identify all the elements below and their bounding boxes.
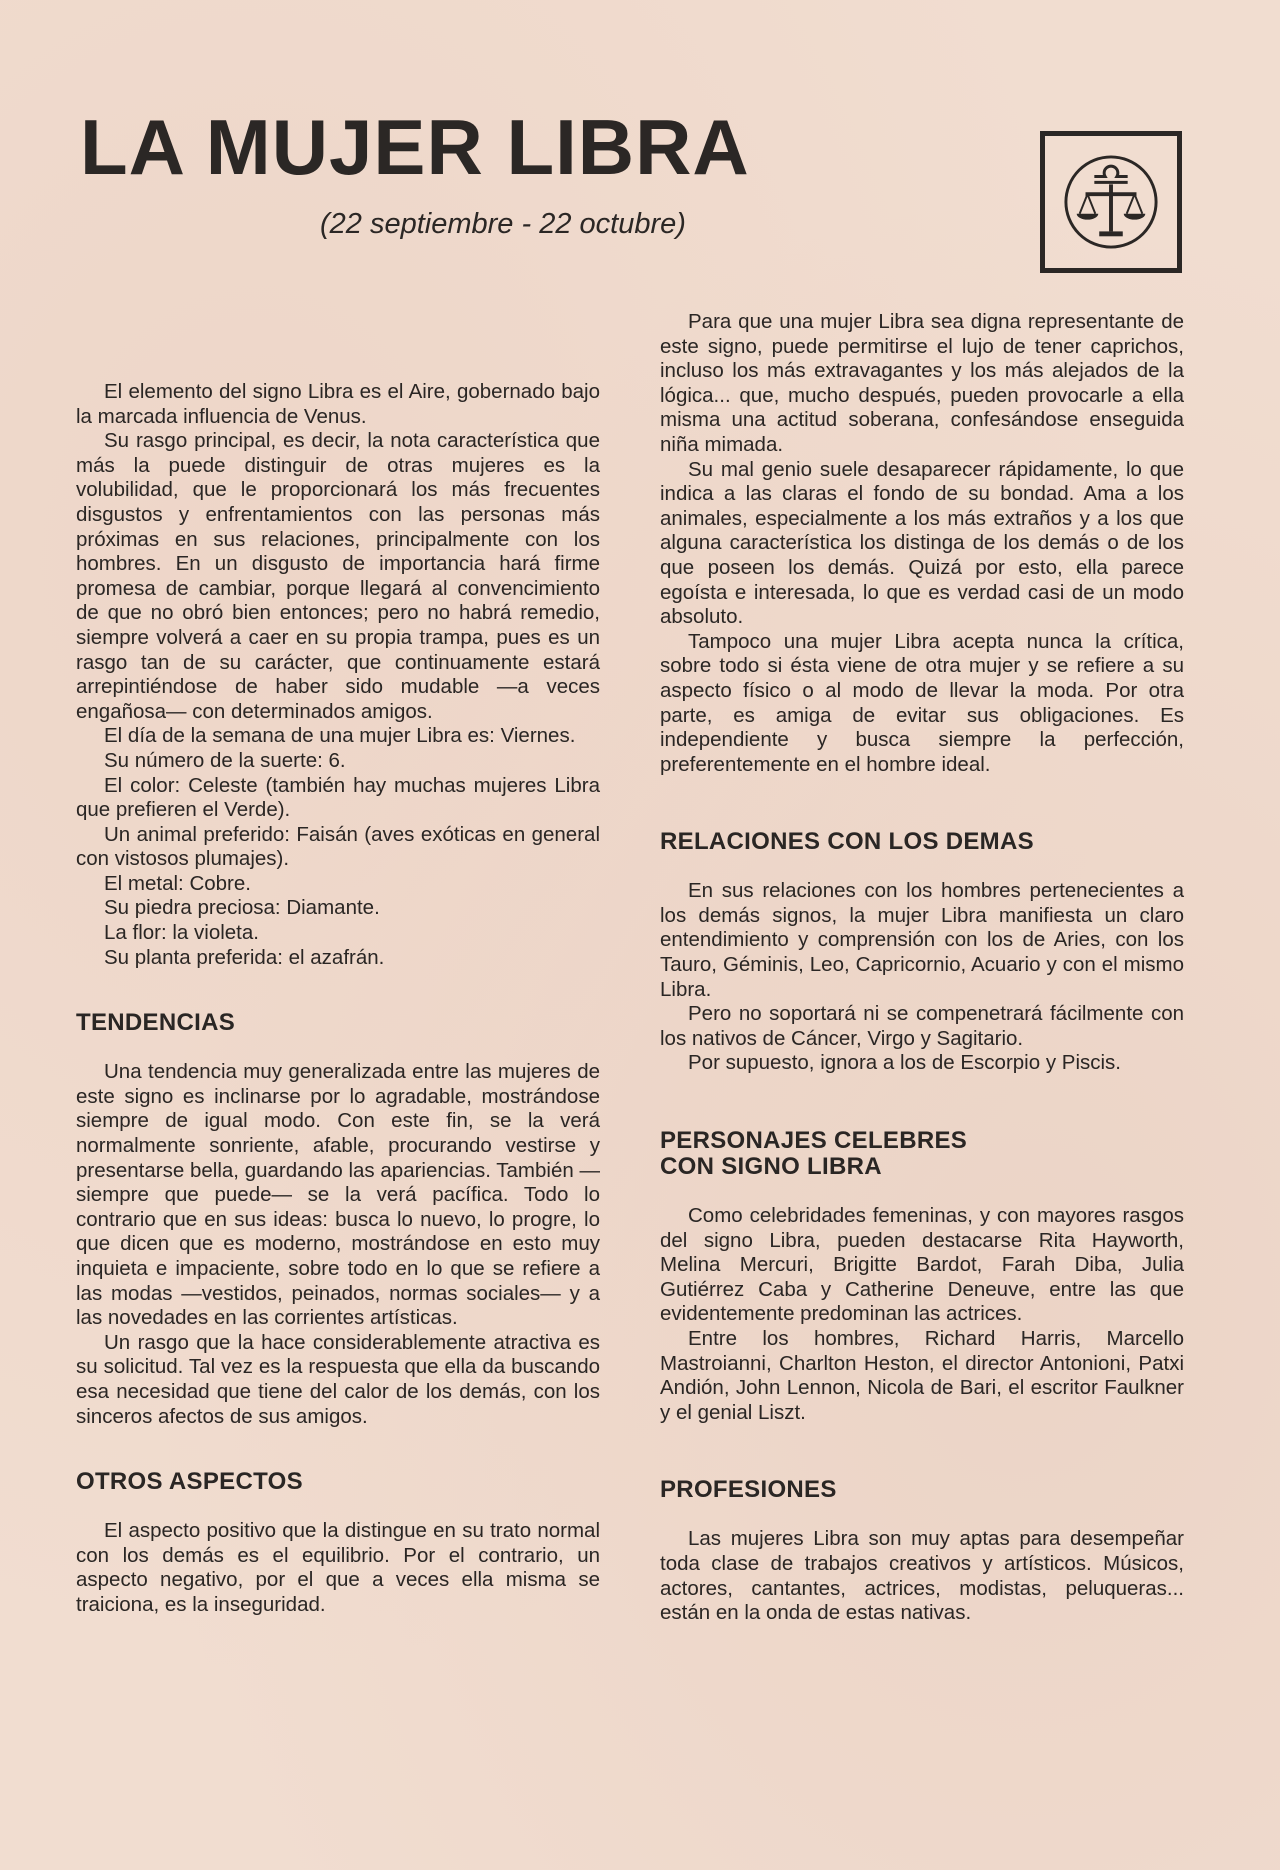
paragraph: Su mal genio suele desaparecer rápidamente, lo que indica a las claras el fondo de su bondad. Ama a los animales, especialmente a los más extraños y a los que alguna característica los distinga de los demás o de los que poseen los demás. Quizá por esto, ella parece egoísta e interesada, lo que es verdad casi de un modo absoluto. <box>660 457 1184 629</box>
section-heading-profesiones: PROFESIONES <box>660 1476 837 1504</box>
paragraph: El color: Celeste (también hay muchas mujeres Libra que prefieren el Verde). <box>76 773 600 822</box>
section-heading-personajes <box>660 1128 1184 1180</box>
section-heading-tendencias: TENDENCIAS <box>76 1009 236 1037</box>
paragraph: Para que una mujer Libra sea digna representante de este signo, puede permitirse el lujo de tener caprichos, incluso los más extravagantes y los más alejados de la lógica... que, mucho después, pueden provocarle a ella misma una actitud soberana, confesándose enseguida niña mimada. <box>660 310 1184 456</box>
paragraph: El aspecto positivo que la distingue en su trato normal con los demás es el equilibrio. Por el contrario, un aspecto negativo, por el que a veces ella misma se traiciona, es la inseguridad. <box>76 1519 600 1616</box>
paragraph: El elemento del signo Libra es el Aire, gobernado bajo la marcada influencia de Venus. <box>76 380 600 428</box>
paragraph: Como celebridades femeninas, y con mayores rasgos del signo Libra, pueden destacarse Rita Hayworth, Melina Mercuri, Brigitte Bardot, Farah Diba, Julia Gutiérrez Caba y Catherine Deneuve, entre las que evidentemente predominan las actrices. <box>660 1204 1184 1326</box>
libra-scales-icon <box>1062 153 1160 251</box>
heading-line: CON SIGNO LIBRA <box>660 1153 882 1181</box>
paragraph: Una tendencia muy generalizada entre las mujeres de este signo es inclinarse por lo agradable, mostrándose siempre de igual modo. Con este fin, se la verá normalmente sonriente, afable, procurando vestirse y presentarse bella, guardando las apariencias. También —siempre que puede— se la verá pacífica. Todo lo contrario que en sus ideas: busca lo nuevo, lo progre, lo que dicen que es moderno, mostrándose en esto muy inquieta e impaciente, sobre todo en lo que se refiere a las modas —vestidos, peinados, normas sociales— y a las novedades en las corrientes artísticas. <box>76 1060 600 1330</box>
left-column <box>76 380 600 1618</box>
section-heading-otros-aspectos: OTROS ASPECTOS <box>76 1468 303 1496</box>
heading-line: PERSONAJES CELEBRES <box>660 1127 968 1155</box>
paragraph: Su piedra preciosa: Diamante. <box>104 896 380 920</box>
paragraph: Su número de la suerte: 6. <box>104 748 346 772</box>
paragraph: Pero no soportará ni se compenetrará fácilmente con los nativos de Cáncer, Virgo y Sagitario. <box>660 1002 1184 1050</box>
paragraph: Su rasgo principal, es decir, la nota característica que más la puede distinguir de otras mujeres es la volubilidad, que le proporcionará los más frecuentes disgustos y enfrentamientos con las personas más próximas en sus relaciones, principalmente con los hombres. En un disgusto de importancia hará firme promesa de cambiar, porque llegará al convencimiento de que no obró bien entonces; pero no habrá remedio, siempre volverá a caer en su propia trampa, pues es un rasgo tan de su carácter, que continuamente estará arrepintiéndose de haber sido mudable —a veces engañosa— con determinados amigos. <box>76 429 600 723</box>
paragraph: Las mujeres Libra son muy aptas para desempeñar toda clase de trabajos creativos y artísticos. Músicos, actores, cantantes, actrices, modistas, peluqueras... están en la onda de estas nativas. <box>660 1527 1184 1625</box>
paragraph: Su planta preferida: el azafrán. <box>104 945 385 969</box>
date-range-subtitle: (22 septiembre - 22 octubre) <box>320 208 686 240</box>
paragraph: Tampoco una mujer Libra acepta nunca la crítica, sobre todo si ésta viene de otra mujer y se refiere a su aspecto físico o al modo de llevar la moda. Por otra parte, es amiga de evitar sus obligaciones. Es independiente y busca siempre la perfección, preferentemente en el hombre ideal. <box>660 629 1184 776</box>
zodiac-sign-box <box>1040 131 1182 273</box>
page-title: LA MUJER LIBRA <box>80 103 750 191</box>
section-heading-relaciones: RELACIONES CON LOS DEMAS <box>660 828 1034 856</box>
paragraph: Entre los hombres, Richard Harris, Marcello Mastroianni, Charlton Heston, el director Antonioni, Patxi Andión, John Lennon, Nicola de Bari, el escritor Faulkner y el genial Liszt. <box>660 1327 1184 1424</box>
right-column <box>660 310 1184 1626</box>
paragraph: Por supuesto, ignora a los de Escorpio y Piscis. <box>688 1051 1121 1075</box>
paragraph: El día de la semana de una mujer Libra es: Viernes. <box>104 724 576 748</box>
paragraph: La flor: la violeta. <box>104 921 259 945</box>
paragraph: Un animal preferido: Faisán (aves exóticas en general con vistosos plumajes). <box>76 822 600 871</box>
paragraph: En sus relaciones con los hombres pertenecientes a los demás signos, la mujer Libra manifiesta un claro entendimiento y comprensión con los de Aries, con los Tauro, Géminis, Leo, Capricornio, Acuario y con el mismo Libra. <box>660 879 1184 1001</box>
paragraph: Un rasgo que la hace considerablemente atractiva es su solicitud. Tal vez es la respuesta que ella da buscando esa necesidad que tiene del calor de los demás, con los sinceros afectos de sus amigos. <box>76 1330 600 1428</box>
paragraph: El metal: Cobre. <box>104 871 251 895</box>
